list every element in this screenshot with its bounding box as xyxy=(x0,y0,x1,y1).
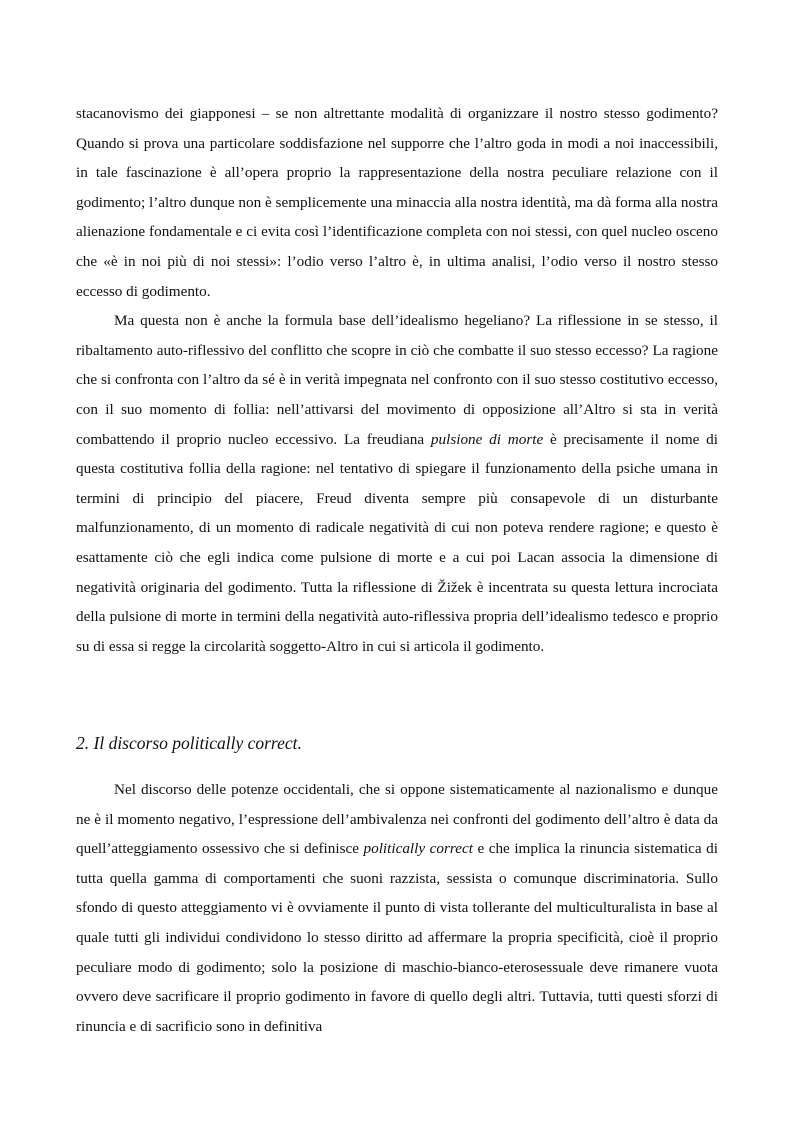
paragraph-2-text-b: è precisamente il nome di questa costitutiva follia della ragione: nel tentativo di spiegare il funzionamento della psiche umana in termini di principio del piacere, Freud diventa sempre più consapevole di un disturbante malfunzionamento, di un momento di radicale negatività di cui non poteva rendere ragione; e questo è esattamente ciò che egli indica come pulsione di morte e a cui poi Lacan associa la dimensione di negatività originaria del godimento. Tutta la riflessione di Žižek è incentrata su questa lettura incrociata della pulsione di morte in termini della negatività auto-riflessiva propria dell’idealismo tedesco e proprio su di essa si regge la circolarità soggetto-Altro in cui si articola il godimento. xyxy=(76,430,718,655)
section-heading: 2. Il discorso politically correct. xyxy=(76,733,302,753)
paragraph-3-text-b: e che implica la rinuncia sistematica di tutta quella gamma di comportamenti che suoni razzista, sessista o comunque discriminatoria. Sullo sfondo di questo atteggiamento vi è ovviamente il punto di vista tollerante del multiculturalista in base al quale tutti gli individui condividono lo stesso diritto ad affermare la propria specificità, cioè il proprio peculiare modo di godimento; solo la posizione di maschio-bianco-eterosessuale deve rimanere vuota ovvero deve sacrificare il proprio godimento in favore di quello degli altri. Tuttavia, tutti questi sforzi di rinuncia e di sacrificio sono in definitiva xyxy=(76,840,718,1035)
body-text-upper xyxy=(76,99,718,661)
paragraph-3-text-a: Nel discorso delle potenze occidentali, che si oppone sistematicamente al nazionalismo e dunque ne è il momento negativo, l’espressione dell’ambivalenza nei confronti del godimento dell’altro è data da quell’atteggiamento ossessivo che si definisce xyxy=(76,781,718,858)
paragraph-3 xyxy=(76,775,718,1041)
paragraph-1: stacanovismo dei giapponesi – se non altrettante modalità di organizzare il nostro stesso godimento? Quando si prova una particolare soddisfazione nel supporre che l’altro goda in modi a noi inaccessibili, in tale fascinazione è all’opera proprio la rappresentazione della nostra peculiare relazione con il godimento; l’altro dunque non è semplicemente una minaccia alla nostra identità, ma dà forma alla nostra alienazione fondamentale e ci evita così l’identificazione completa con noi stessi, con quel nucleo osceno che «è in noi più di noi stessi»: l’odio verso l’altro è, in ultima analisi, l’odio verso il nostro stesso eccesso di godimento. xyxy=(76,105,718,300)
paragraph-2 xyxy=(76,306,718,661)
emphasis-pulsione-di-morte: pulsione di morte xyxy=(430,430,544,448)
paragraph-2-text-a: Ma questa non è anche la formula base dell’idealismo hegeliano? La riflessione in se stesso, il ribaltamento auto-riflessivo del conflitto che scopre in ciò che combatte il suo stesso eccesso? La ragione che si confronta con l’altro da sé è in verità impegnata nel confronto con il suo stesso costitutivo eccesso, con il suo momento di follia: nell’attivarsi del movimento di opposizione all’Altro si sta in verità combattendo il proprio nucleo eccessivo. La freudiana xyxy=(76,312,718,448)
body-text-lower xyxy=(76,775,718,1041)
emphasis-politically-correct: politically correct xyxy=(363,840,473,858)
